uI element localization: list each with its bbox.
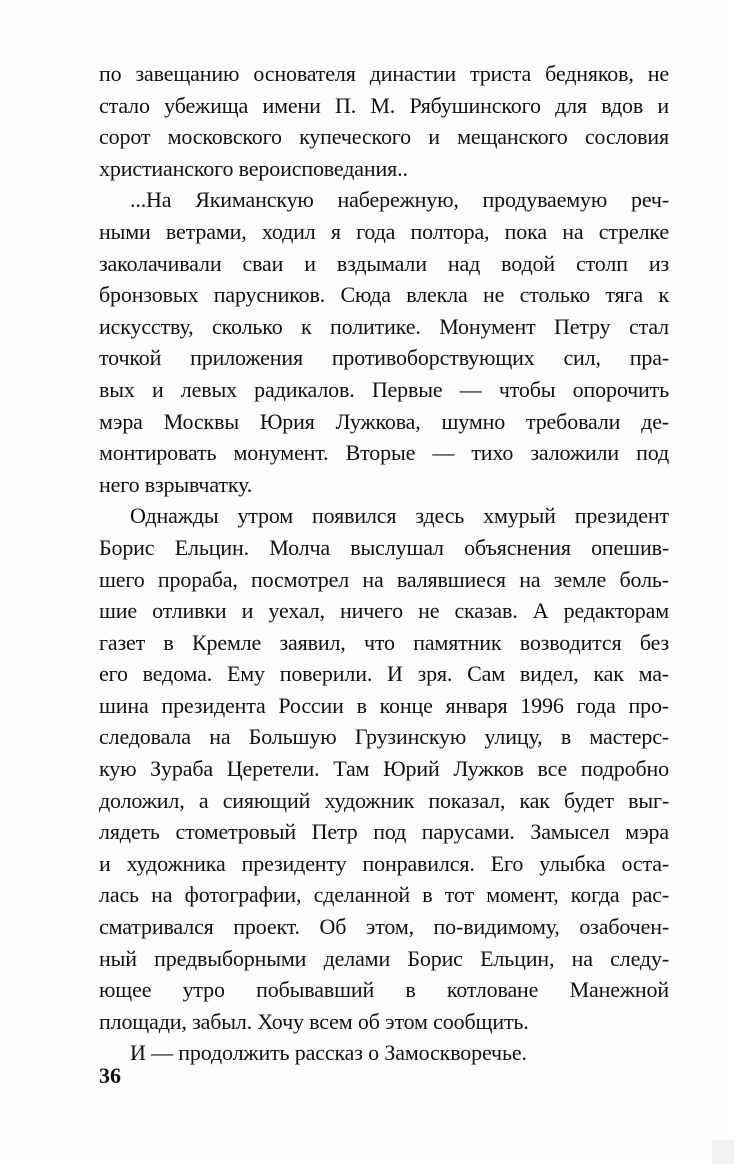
text-line: сорот московского купеческого и мещанского сословия: [99, 124, 669, 150]
text-line: заколачивали сваи и вздымали над водой столп из: [99, 250, 669, 276]
text-line: мэра Москвы Юрия Лужкова, шумно требовали де-: [99, 408, 669, 434]
text-line: шего прораба, посмотрел на валявшиеся на земле боль-: [99, 566, 669, 592]
text-line: бронзовых парусников. Сюда влекла не столько тяга к: [99, 282, 669, 308]
text-line: доложил, а сияющий художник показал, как будет выг-: [99, 787, 669, 813]
page-corner: [712, 1140, 734, 1164]
text-line: христианского вероисповедания..: [99, 155, 408, 181]
text-line: точкой приложения противоборствующих сил, пра-: [99, 345, 669, 371]
paragraph-1: [99, 58, 669, 184]
text-line: его ведома. Ему поверили. И зря. Сам видел, как ма-: [99, 661, 669, 687]
text-line: лядеть стометровый Петр под парусами. Замысел мэра: [99, 819, 669, 845]
text-line: кую Зураба Церетели. Там Юрий Лужков все подробно: [99, 756, 669, 782]
body-text: [99, 58, 669, 1069]
text-line: И — продолжить рассказ о Замоскворечье.: [130, 1040, 527, 1066]
text-line: следовала на Большую Грузинскую улицу, в мастерс-: [99, 724, 669, 750]
text-line: ными ветрами, ходил я года полтора, пока на стрелке: [99, 218, 669, 244]
page-number: 36: [99, 1063, 121, 1088]
text-line: вых и левых радикалов. Первые — чтобы опорочить: [99, 376, 669, 402]
text-line: монтировать монумент. Вторые — тихо заложили под: [99, 440, 669, 466]
text-line: ный предвыборными делами Борис Ельцин, на следу-: [99, 945, 669, 971]
paragraph-4: [99, 1037, 669, 1069]
text-line: ...На Якиманскую набережную, продуваемую реч-: [130, 187, 669, 213]
text-line: него взрывчатку.: [99, 471, 253, 497]
text-line: лась на фотографии, сделанной в тот момент, когда рас-: [99, 882, 669, 908]
text-line: стало убежища имени П. М. Рябушинского для вдов и: [99, 92, 669, 118]
text-line: шина президента России в конце января 1996 года про-: [99, 692, 669, 718]
text-line: площади, забыл. Хочу всем об этом сообщить.: [99, 1008, 529, 1034]
text-line: ющее утро побывавший в котловане Манежной: [99, 977, 669, 1003]
text-line: искусству, сколько к политике. Монумент Петру стал: [99, 313, 669, 339]
paragraph-2: [99, 184, 669, 500]
text-line: сматривался проект. Об этом, по-видимому, озабочен-: [99, 914, 669, 940]
text-line: Однажды утром появился здесь хмурый президент: [130, 503, 669, 529]
text-line: газет в Кремле заявил, что памятник возводится без: [99, 629, 669, 655]
text-line: Борис Ельцин. Молча выслушал объяснения опешив-: [99, 534, 669, 560]
text-line: и художника президенту понравился. Его улыбка оста-: [99, 850, 669, 876]
text-line: шие отливки и уехал, ничего не сказав. А редакторам: [99, 598, 669, 624]
paragraph-3: [99, 500, 669, 1037]
text-line: по завещанию основателя династии триста бедняков, не: [99, 61, 669, 86]
